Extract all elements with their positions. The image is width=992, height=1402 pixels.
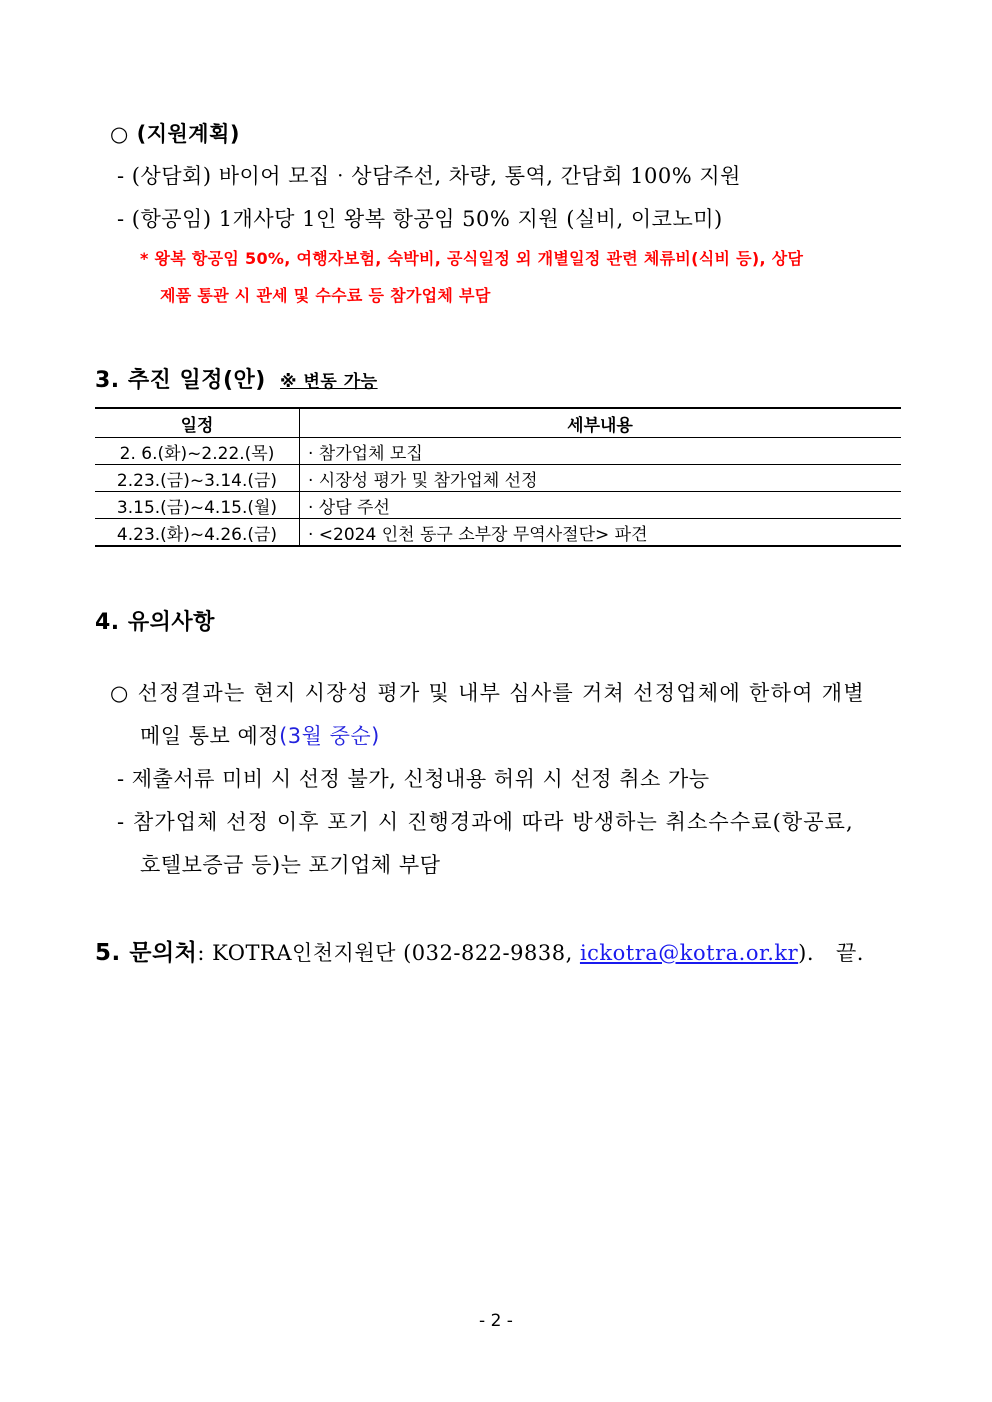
contact-line (95, 934, 864, 967)
notes-heading: 4. 유의사항 (95, 610, 215, 635)
schedule-change-note: ※ 변동 가능 (280, 372, 378, 392)
notes-item1-text: 메일 통보 예정 (140, 724, 280, 748)
column-header-date: 일정 (95, 408, 300, 438)
end-mark: 끝. (836, 941, 864, 965)
schedule-date: 2. 6.(화)~2.22.(목) (95, 438, 300, 465)
schedule-detail: · 상담 주선 (300, 492, 902, 519)
column-header-details: 세부내용 (300, 408, 902, 438)
contact-text: : KOTRA인천지원단 (032-822-9838, (197, 941, 580, 965)
notes-item3-line2: 호텔보증금 등)는 포기업체 부담 (140, 853, 441, 877)
notes-item3-line1: - 참가업체 선정 이후 포기 시 진행경과에 따라 방생하는 취소수수료(항공료, (117, 810, 854, 834)
contact-email-link[interactable]: ickotra@kotra.or.kr (579, 941, 799, 965)
schedule-detail: · 참가업체 모집 (300, 438, 902, 465)
schedule-heading-text: 3. 추진 일정(안) (95, 368, 266, 393)
schedule-table (95, 407, 901, 547)
schedule-date: 2.23.(금)~3.14.(금) (95, 465, 300, 492)
schedule-date: 3.15.(금)~4.15.(월) (95, 492, 300, 519)
table-header-row (95, 408, 901, 438)
table-row (95, 465, 901, 492)
table-row (95, 492, 901, 519)
support-item-consultation: - (상담회) 바이어 모집‧상담주선, 차량, 통역, 간담회 100% 지원 (117, 164, 741, 188)
schedule-detail: · <2024 인천 동구 소부장 무역사절단> 파견 (300, 519, 902, 547)
contact-text-after: ). (798, 941, 815, 965)
schedule-date: 4.23.(화)~4.26.(금) (95, 519, 300, 547)
table-row (95, 519, 901, 547)
support-plan-heading: ○ (지원계획) (110, 122, 240, 146)
support-note-line1: * 왕복 항공임 50%, 여행자보험, 숙박비, 공식일정 외 개별일정 관련 체류비(식비 등), 상담 (140, 249, 804, 268)
notes-highlight: (3월 중순) (279, 724, 380, 748)
contact-heading: 5. 문의처 (95, 940, 198, 966)
support-note-line2: 제품 통관 시 관세 및 수수료 등 참가업체 부담 (160, 286, 491, 305)
schedule-heading (95, 363, 378, 394)
page-number: - 2 - (479, 1311, 513, 1331)
notes-item2: - 제출서류 미비 시 선정 불가, 신청내용 허위 시 선정 취소 가능 (117, 767, 710, 791)
schedule-detail: · 시장성 평가 및 참가업체 선정 (300, 465, 902, 492)
notes-item1-line2 (140, 720, 380, 750)
table-row (95, 438, 901, 465)
support-item-airfare: - (항공임) 1개사당 1인 왕복 항공임 50% 지원 (실비, 이코노미) (117, 207, 723, 231)
notes-item1-line1: ○ 선정결과는 현지 시장성 평가 및 내부 심사를 거쳐 선정업체에 한하여 개별 (110, 681, 865, 705)
